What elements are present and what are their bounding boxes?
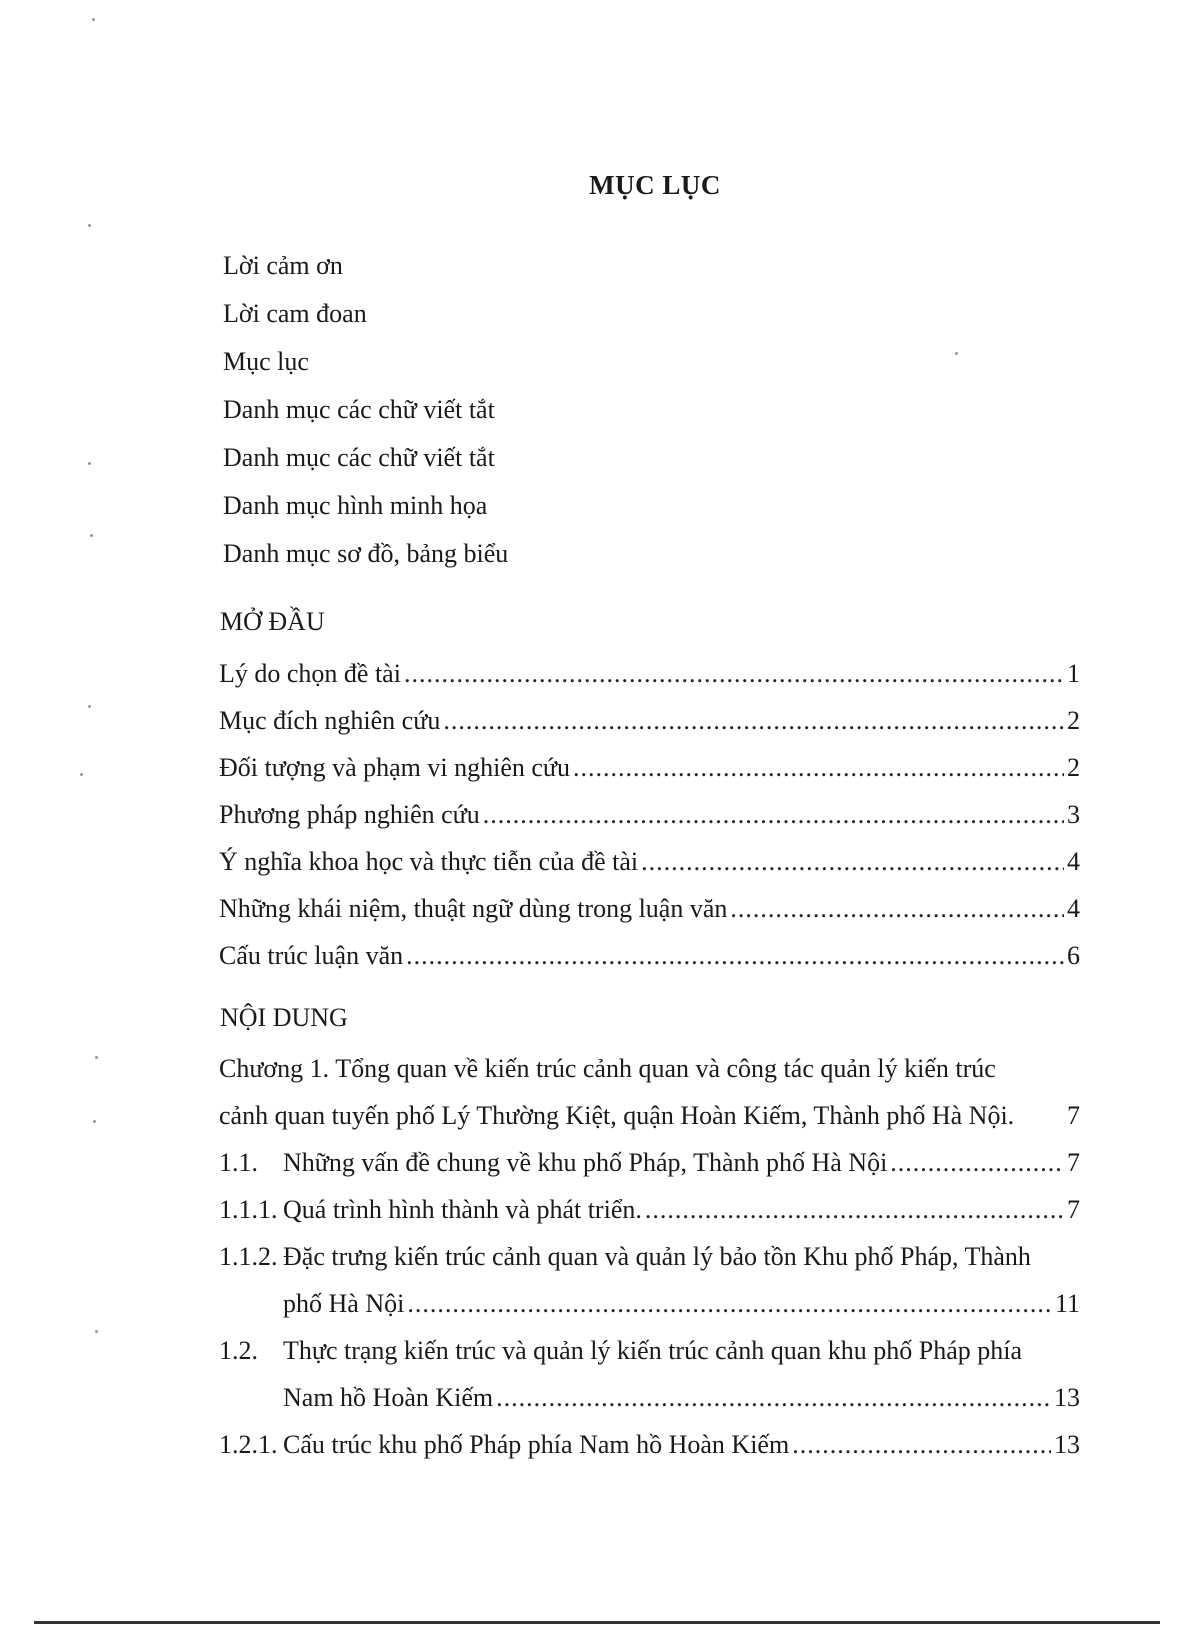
front-matter-item: Danh mục các chữ viết tắt	[223, 395, 495, 424]
front-matter-item: Danh mục các chữ viết tắt	[223, 443, 495, 472]
front-matter-item: Mục lục	[223, 347, 309, 376]
toc-page-number: 6	[1067, 941, 1080, 970]
toc-page-number: 1	[1067, 659, 1080, 688]
front-matter-item: Lời cảm ơn	[223, 251, 343, 280]
toc-entry-text: Mục đích nghiên cứu	[219, 706, 441, 735]
dot-leader	[483, 791, 1064, 838]
toc-entry-line[interactable]	[219, 1327, 1080, 1374]
scan-speck	[88, 705, 91, 708]
front-matter-item: Lời cam đoan	[223, 299, 367, 328]
toc-page-number: 13	[1054, 1430, 1080, 1459]
toc-page-number: 11	[1054, 1289, 1080, 1318]
dot-leader	[730, 885, 1064, 932]
toc-entry-text: Cấu trúc luận văn	[219, 941, 404, 970]
toc-entry-text: Ý nghĩa khoa học và thực tiễn của đề tài	[219, 847, 639, 876]
toc-entry-text: Phương pháp nghiên cứu	[219, 800, 480, 829]
intro-toc	[219, 650, 1080, 979]
section-number: 1.2.	[219, 1336, 258, 1365]
dot-leader	[645, 1186, 1064, 1233]
toc-entry[interactable]	[219, 1280, 1080, 1327]
section-number: 1.2.1.	[219, 1430, 278, 1459]
dot-leader	[641, 838, 1064, 885]
toc-entry[interactable]	[219, 1421, 1080, 1468]
toc-entry[interactable]	[219, 791, 1080, 838]
toc-page-number: 3	[1067, 800, 1080, 829]
toc-entry-text: Những khái niệm, thuật ngữ dùng trong luận văn	[219, 894, 728, 923]
dot-leader	[573, 744, 1064, 791]
toc-entry[interactable]	[219, 697, 1080, 744]
bottom-rule	[34, 1621, 1160, 1624]
dot-leader	[406, 932, 1064, 979]
dot-leader	[443, 697, 1064, 744]
front-matter-item: Danh mục sơ đồ, bảng biểu	[223, 539, 509, 568]
toc-entry-text: Lý do chọn đề tài	[219, 659, 401, 688]
scan-speck	[90, 534, 93, 537]
toc-entry-line[interactable]	[219, 1233, 1080, 1280]
scan-speck	[93, 1120, 96, 1123]
scan-speck	[955, 352, 958, 355]
toc-entry-text: Đối tượng và phạm vi nghiên cứu	[219, 753, 570, 782]
toc-entry[interactable]	[219, 744, 1080, 791]
dot-leader	[496, 1374, 1051, 1421]
front-matter-list	[223, 242, 508, 578]
toc-entry[interactable]	[219, 1092, 1080, 1139]
front-matter-item: Danh mục hình minh họa	[223, 491, 488, 520]
scan-speck	[95, 1330, 98, 1333]
section-number: 1.1.2.	[219, 1242, 278, 1271]
section-number: 1.1.1.	[219, 1195, 278, 1224]
toc-entry-text: Những vấn đề chung về khu phố Pháp, Thành phố Hà Nội	[283, 1148, 888, 1177]
toc-entry[interactable]	[219, 650, 1080, 697]
scan-speck	[88, 462, 91, 465]
scan-speck	[88, 224, 91, 227]
toc-entry[interactable]	[219, 885, 1080, 932]
toc-page-number: 2	[1067, 753, 1080, 782]
toc-page-number: 7	[1067, 1101, 1080, 1130]
toc-entry[interactable]	[219, 1186, 1080, 1233]
toc-chapter-line[interactable]: Chương 1. Tổng quan về kiến trúc cảnh quan và công tác quản lý kiến trúc	[219, 1054, 996, 1083]
toc-entry[interactable]	[219, 932, 1080, 979]
toc-page-number: 4	[1067, 894, 1080, 923]
scan-speck	[92, 18, 95, 21]
content-toc	[219, 1045, 1080, 1468]
section-number: 1.1.	[219, 1148, 258, 1177]
scan-speck	[95, 1056, 98, 1059]
dot-leader	[404, 650, 1064, 697]
dot-leader	[890, 1139, 1064, 1186]
toc-page-number: 7	[1067, 1195, 1080, 1224]
toc-entry-text: Cấu trúc khu phố Pháp phía Nam hồ Hoàn Kiếm	[283, 1430, 790, 1459]
toc-entry-text: Đặc trưng kiến trúc cảnh quan và quản lý bảo tồn Khu phố Pháp, Thành	[283, 1242, 1031, 1271]
toc-entry-text: Nam hồ Hoàn Kiếm	[283, 1383, 494, 1412]
toc-page-number: 2	[1067, 706, 1080, 735]
toc-entry[interactable]	[219, 1139, 1080, 1186]
dot-leader	[407, 1280, 1052, 1327]
toc-page-number: 13	[1054, 1383, 1080, 1412]
section-heading-intro: MỞ ĐẦU	[220, 607, 325, 636]
toc-entry-text: Thực trạng kiến trúc và quản lý kiến trúc cảnh quan khu phố Pháp phía	[283, 1336, 1022, 1365]
toc-entry-text: Quá trình hình thành và phát triển.	[283, 1195, 642, 1224]
toc-entry[interactable]	[219, 1374, 1080, 1421]
page-title: MỤC LỤC	[589, 170, 721, 200]
toc-entry-text: phố Hà Nội	[283, 1289, 405, 1318]
dot-leader	[792, 1421, 1051, 1468]
scan-speck	[80, 773, 83, 776]
toc-page-number: 4	[1067, 847, 1080, 876]
toc-page-number: 7	[1067, 1148, 1080, 1177]
toc-entry-text: cảnh quan tuyến phố Lý Thường Kiệt, quận Hoàn Kiếm, Thành phố Hà Nội.	[219, 1101, 1015, 1130]
section-heading-content: NỘI DUNG	[220, 1003, 348, 1032]
toc-entry[interactable]	[219, 838, 1080, 885]
